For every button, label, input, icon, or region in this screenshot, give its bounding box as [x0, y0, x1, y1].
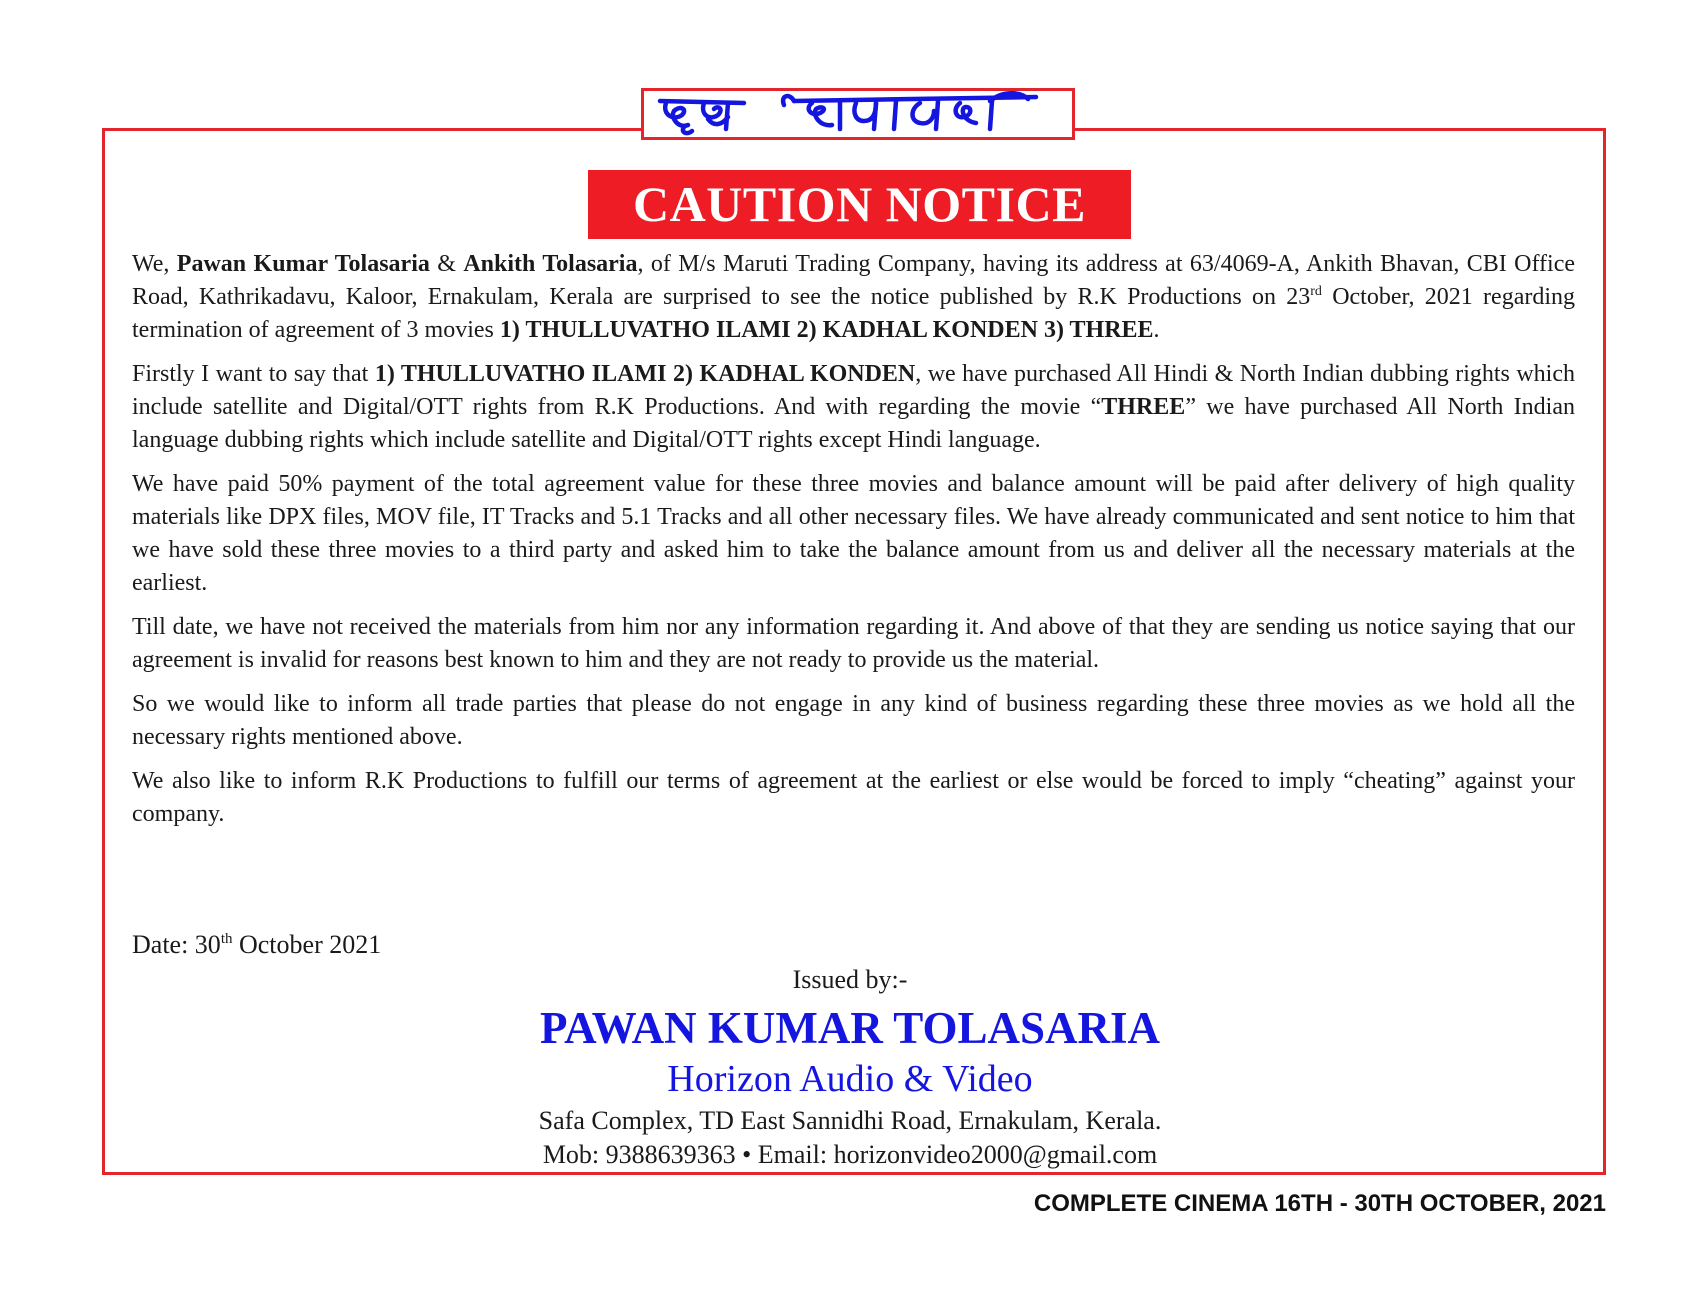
sender-name-2: Ankith Tolasaria: [463, 251, 638, 277]
issuer-contact: Mob: 9388639363 • Email: horizonvideo2000@gmail.com: [542, 1140, 1158, 1169]
notice-body: [132, 248, 1575, 842]
notice-paragraph-4: Till date, we have not received the materials from him nor any information regarding it. And above of that they are sending us notice saying that our agreement is invalid for reasons best known to him and they are not ready to provide us the material.: [132, 614, 1575, 673]
notice-date: Date: 30th October 2021: [132, 930, 382, 959]
issuer-company: Horizon Audio & Video: [667, 1058, 1033, 1100]
diwali-greeting: [641, 88, 1075, 140]
notice-paragraph-1: We, Pawan Kumar Tolasaria & Ankith Tolasaria, of M/s Maruti Trading Company, having its address at 63/4069-A, Ankith Bhavan, CBI Office Road, Kathrikadavu, Kaloor, Ernakulam, Kerala are surprised to see the notice published by R.K Productions on 23rd October, 2021 regarding termination of agreement of 3 movies 1) THULLUVATHO ILAMI 2) KADHAL KONDEN 3) THREE.: [132, 251, 1576, 343]
movie-title: THREE: [1101, 394, 1186, 420]
movie-list: 1) THULLUVATHO ILAMI 2) KADHAL KONDEN 3) THREE: [499, 317, 1154, 343]
publication-footer: COMPLETE CINEMA 16TH - 30TH OCTOBER, 2021: [1033, 1190, 1606, 1217]
diwali-greeting-lettering: [644, 91, 1072, 137]
issued-by-label: Issued by:-: [792, 965, 908, 994]
caution-notice-banner: CAUTION NOTICE: [588, 170, 1131, 239]
notice-paragraph-2: Firstly I want to say that 1) THULLUVATHO ILAMI 2) KADHAL KONDEN, we have purchased All Hindi & North Indian dubbing rights which include satellite and Digital/OTT rights from R.K Productions. And with regarding the movie “THREE” we have purchased All North Indian language dubbing rights which include satellite and Digital/OTT rights except Hindi language.: [132, 361, 1575, 453]
issuer-address: Safa Complex, TD East Sannidhi Road, Ernakulam, Kerala.: [538, 1106, 1162, 1135]
sender-name-1: Pawan Kumar Tolasaria: [176, 251, 430, 277]
issuer-name: PAWAN KUMAR TOLASARIA: [539, 1003, 1161, 1053]
notice-paragraph-5: So we would like to inform all trade parties that please do not engage in any kind of business regarding these three movies as we hold all the necessary rights mentioned above.: [132, 691, 1575, 750]
notice-paragraph-3: We have paid 50% payment of the total agreement value for these three movies and balance amount will be paid after delivery of high quality materials like DPX files, MOV file, IT Tracks and 5.1 Tracks and all other necessary files. We have already communicated and sent notice to him that we have sold these three movies to a third party and asked him to take the balance amount from us and deliver all the necessary materials at the earliest.: [132, 471, 1575, 596]
movie-list: 1) THULLUVATHO ILAMI 2) KADHAL KONDEN: [374, 361, 916, 387]
notice-paragraph-6: We also like to inform R.K Productions to fulfill our terms of agreement at the earliest or else would be forced to imply “cheating” against your company.: [132, 768, 1575, 827]
